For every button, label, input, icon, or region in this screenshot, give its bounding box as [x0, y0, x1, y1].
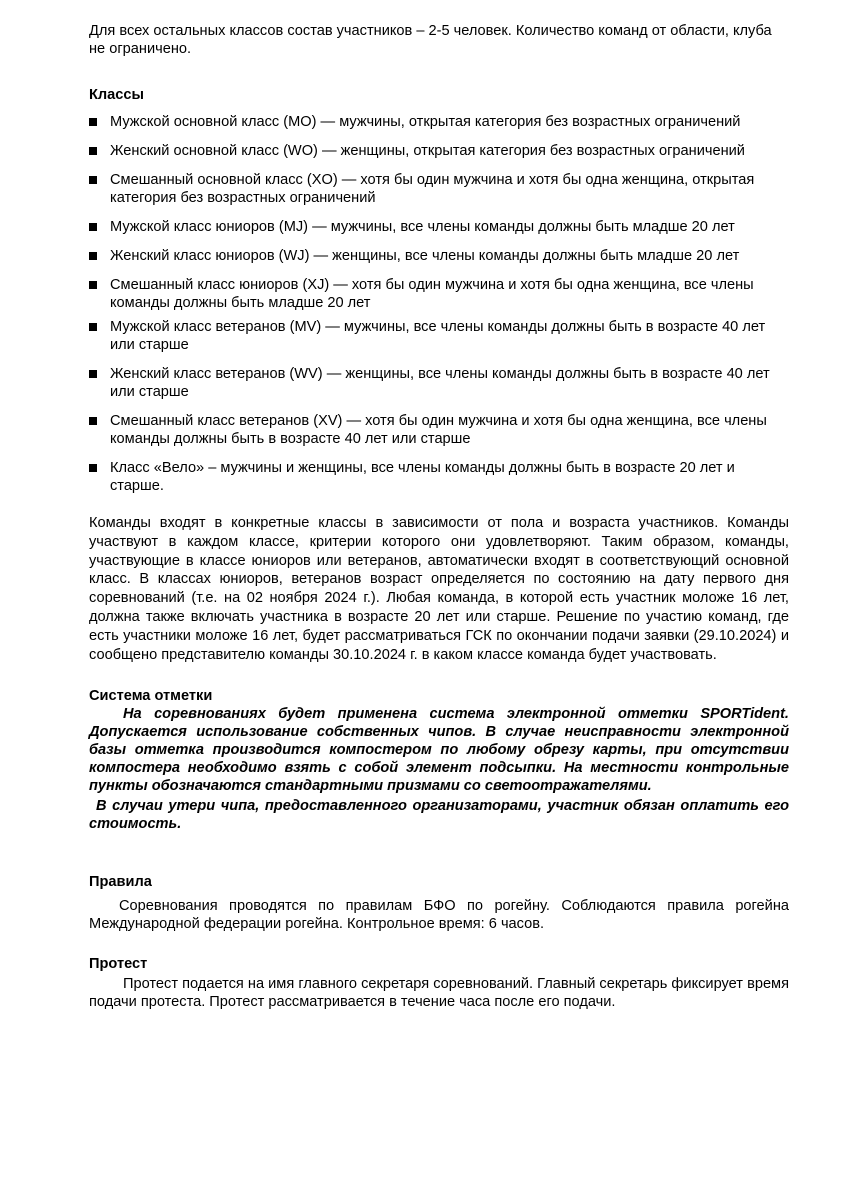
square-bullet-icon: [89, 417, 97, 425]
classes-paragraph: Команды входят в конкретные классы в зависимости от пола и возраста участников. Команды участвуют в каждом классе, критерии которого они удовлетворяют. Таким образом, команды, участвующие в классе юниоров или ветеранов, автоматически входят в соответствующий основной класс. В классах юниоров, ветеранов возраст определяется по состоянию на дату первого дня соревнований (т.е. на 02 ноября 2024 г.). Любая команда, в которой есть участник моложе 16 лет, должна также включать участника в возрасте 20 лет или старше. Решение по участию команд, где есть участники моложе 16 лет, будет рассматриваться ГСК по окончании подачи заявки (29.10.2024) и сообщено представителю команды 30.10.2024 г. в каком классе команда будет участвовать.: [89, 515, 789, 663]
document-page: [89, 22, 789, 1011]
classes-heading: Классы: [89, 87, 144, 103]
class-item-velo: Класс «Вело» – мужчины и женщины, все члены команды должны быть в возрасте 20 лет и старше.: [89, 459, 789, 495]
square-bullet-icon: [89, 370, 97, 378]
intro-paragraph: Для всех остальных классов состав участников – 2-5 человек. Количество команд от области, клуба не ограничено.: [89, 23, 772, 57]
square-bullet-icon: [89, 323, 97, 331]
marking-paragraph-1: На соревнованиях будет применена система электронной отметки SPORTident. Допускается использование собственных чипов. В случае неисправности электронной базы отметка производится компостером по любому обрезу карты, при отсутствии компостера необходимо взять с собой элемент подсыпки. На местности контрольные пункты обозначаются стандартными призмами со светоотражателями.: [89, 706, 789, 795]
class-item-wv: Женский класс ветеранов (WV) — женщины, все члены команды должны быть в возрасте 40 лет или старше: [89, 365, 789, 401]
class-item-wj: Женский класс юниоров (WJ) — женщины, все члены команды должны быть младше 20 лет: [89, 247, 789, 265]
class-item-mj: Мужской класс юниоров (MJ) — мужчины, все члены команды должны быть младше 20 лет: [89, 218, 789, 236]
rules-heading: Правила: [89, 874, 152, 891]
square-bullet-icon: [89, 176, 97, 184]
square-bullet-icon: [89, 464, 97, 472]
marking-heading: Система отметки: [89, 688, 213, 705]
rules-paragraph: Соревнования проводятся по правилам БФО по рогейну. Соблюдаются правила рогейна Международной федерации рогейна. Контрольное время: 6 часов.: [89, 898, 789, 933]
classes-list: [89, 113, 789, 495]
class-item-xo: Смешанный основной класс (XO) — хотя бы один мужчина и хотя бы одна женщина, открытая категория без возрастных ограничений: [89, 171, 789, 207]
square-bullet-icon: [89, 223, 97, 231]
class-item-xv: Смешанный класс ветеранов (XV) — хотя бы один мужчина и хотя бы одна женщина, все члены команды должны быть в возрасте 40 лет или старше: [89, 412, 789, 448]
marking-paragraph-2: В случаи утери чипа, предоставленного организаторами, участник обязан оплатить его стоимость.: [89, 798, 789, 833]
protest-paragraph: Протест подается на имя главного секретаря соревнований. Главный секретарь фиксирует время подачи протеста. Протест рассматривается в течение часа после его подачи.: [89, 976, 789, 1011]
class-item-mo: Мужской основной класс (MO) — мужчины, открытая категория без возрастных ограничений: [89, 113, 789, 131]
protest-heading: Протест: [89, 956, 148, 973]
square-bullet-icon: [89, 147, 97, 155]
square-bullet-icon: [89, 118, 97, 126]
class-item-mv: Мужской класс ветеранов (MV) — мужчины, все члены команды должны быть в возрасте 40 лет или старше: [89, 318, 789, 354]
square-bullet-icon: [89, 252, 97, 260]
class-item-xj: Смешанный класс юниоров (XJ) — хотя бы один мужчина и хотя бы одна женщина, все члены команды должны быть младше 20 лет: [89, 276, 789, 312]
class-item-wo: Женский основной класс (WO) — женщины, открытая категория без возрастных ограничений: [89, 142, 789, 160]
square-bullet-icon: [89, 281, 97, 289]
